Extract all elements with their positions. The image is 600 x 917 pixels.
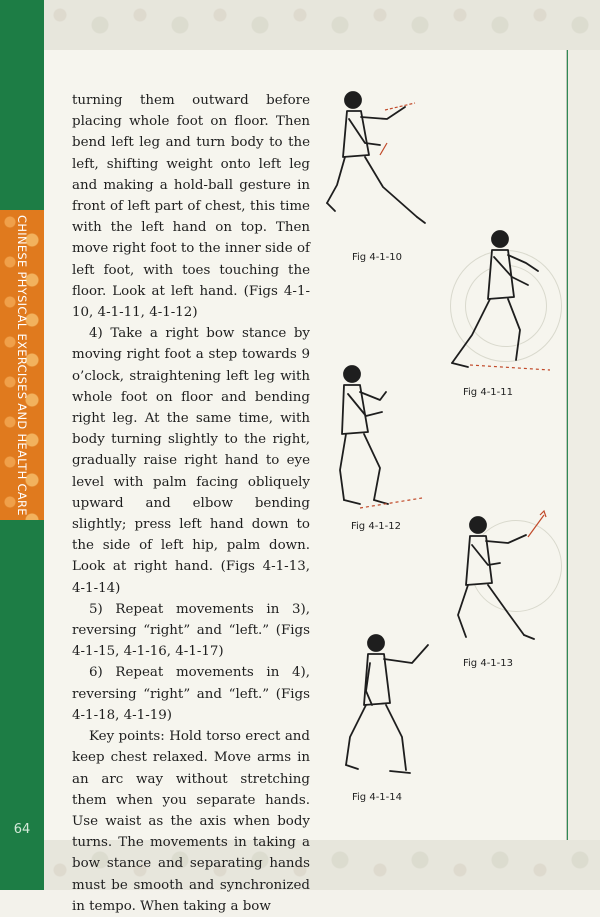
right-margin bbox=[567, 50, 600, 840]
figure-4-1-13 bbox=[448, 505, 558, 650]
figure-caption: Fig 4-1-10 bbox=[352, 252, 402, 263]
figure-caption: Fig 4-1-11 bbox=[463, 387, 513, 398]
tai-chi-figure-illustration bbox=[340, 625, 450, 780]
figure-caption: Fig 4-1-14 bbox=[352, 792, 402, 803]
body-text bbox=[72, 90, 310, 917]
figure-4-1-11 bbox=[450, 225, 560, 380]
paragraph: Key points: Hold torso erect and keep chest relaxed. Move arms in an arc way without stretching them when you separate hands. Use waist as the axis when body turns. The movements in taking a bow stance and separating hands must be smooth and synchronized in tempo. When taking a bow bbox=[72, 729, 310, 914]
figure-4-1-14 bbox=[340, 625, 450, 780]
top-decorative-band bbox=[0, 0, 600, 50]
paragraph: 4) Take a right bow stance by moving right foot a step towards 9 o’clock, straightening left leg with whole foot on floor and bending right leg. At the same time, with body turning slightly to the right, gradually raise right hand to eye level with palm facing obliquely upward and elbow bending slightly; press left hand down to the side of left hip, palm down. Look at right hand. (Figs 4-1-13, 4-1-14) bbox=[72, 326, 310, 596]
tai-chi-figure-illustration bbox=[450, 225, 560, 380]
tai-chi-figure-illustration bbox=[448, 505, 558, 650]
paragraph: turning them outward before placing whole foot on floor. Then bend left leg and turn body to the left, shifting weight onto left leg and making a hold-ball gesture in front of left part of chest, this time with the left hand on top. Then move right foot to the inner side of left foot, with toes touching the floor. Look at left hand. (Figs 4-1-10, 4-1-11, 4-1-12) bbox=[72, 93, 310, 321]
side-title-text: CHINESE PHYSICAL EXERCISES AND HEALTH CARE bbox=[15, 214, 29, 516]
figure-4-1-12 bbox=[330, 360, 430, 515]
side-book-title bbox=[0, 210, 44, 520]
figure-caption: Fig 4-1-12 bbox=[351, 521, 401, 532]
page-number: 64 bbox=[13, 822, 31, 837]
figure-caption: Fig 4-1-13 bbox=[463, 658, 513, 669]
paragraph: 6) Repeat movements in 4), reversing “right” and “left.” (Figs 4-1-18, 4-1-19) bbox=[72, 665, 310, 723]
paragraph: 5) Repeat movements in 3), reversing “right” and “left.” (Figs 4-1-15, 4-1-16, 4-1-17) bbox=[72, 601, 310, 660]
tai-chi-figure-illustration bbox=[325, 85, 435, 245]
figure-4-1-10 bbox=[325, 85, 435, 245]
tai-chi-figure-illustration bbox=[330, 360, 430, 515]
